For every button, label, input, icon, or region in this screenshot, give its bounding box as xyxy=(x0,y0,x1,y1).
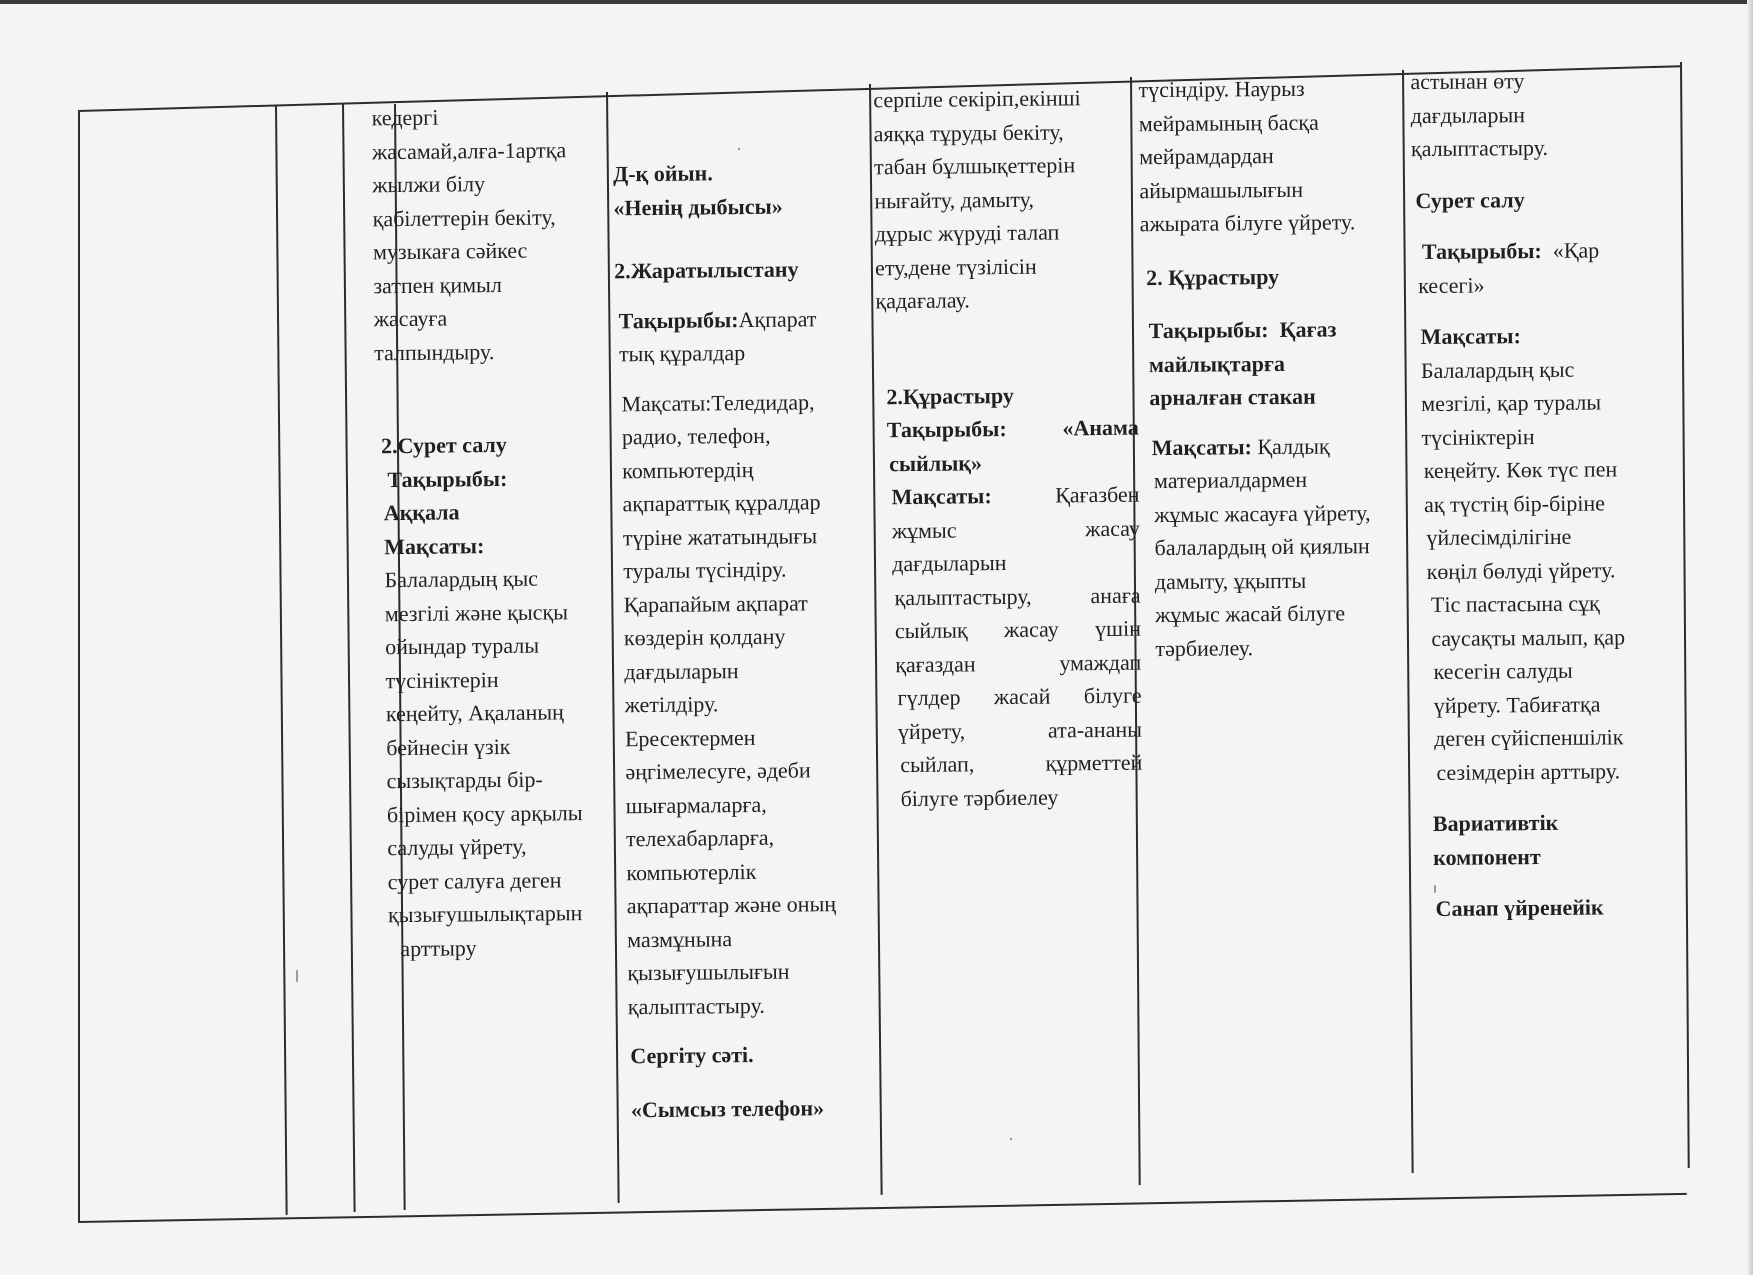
text-line: кедергі xyxy=(371,104,439,131)
text-line: компьютердің xyxy=(622,456,754,483)
scan-speck xyxy=(1434,885,1436,893)
text-word: құрметтей xyxy=(1045,749,1143,776)
text-word: жасай xyxy=(993,683,1051,710)
text-line: дағдыларын xyxy=(1410,101,1526,128)
game-title: Д-қ ойын. xyxy=(612,160,713,187)
topic xyxy=(1412,233,1670,269)
text-line: мейрамдардан xyxy=(1139,143,1274,170)
text-line xyxy=(880,746,1142,782)
lesson-title: 2.Құрастыру xyxy=(886,382,1014,409)
text-word: қағаздан xyxy=(895,650,976,677)
topic-value: Ақпарат xyxy=(738,305,817,332)
text-line: кеңейту. Көк түс пен xyxy=(1423,456,1618,484)
scan-speck xyxy=(296,970,298,982)
text-line: ақ түстің бір-біріне xyxy=(1423,489,1606,517)
topic-value-cont: тық құралдар xyxy=(618,340,746,367)
text-word: қалыптастыру, xyxy=(894,583,1032,610)
text-line: музыкаға сәйкес xyxy=(372,237,528,265)
text-line xyxy=(880,712,1142,748)
text-line: ету,дене түзілісін xyxy=(874,253,1037,280)
text-line: үйрету. Табиғатқа xyxy=(1433,691,1601,718)
text-line: үйлесімділігіне xyxy=(1426,523,1572,551)
text-word: үшін xyxy=(1094,615,1142,642)
text-word: умаждап xyxy=(1059,649,1142,675)
text-word: ата-ананы xyxy=(1047,716,1143,743)
text-line: жасамай,алға-1артқа xyxy=(371,136,567,164)
goal-first-line xyxy=(1142,428,1414,464)
text-line xyxy=(878,545,1140,581)
text-line: саусақты малып, қар xyxy=(1431,623,1626,651)
text-line: дағдыларын xyxy=(624,657,739,684)
text-line: дұрыс жүруді талап xyxy=(874,219,1060,247)
text-line: затпен қимыл xyxy=(373,271,503,298)
lesson-title: 2. Құрастыру xyxy=(1146,263,1280,290)
scan-speck xyxy=(1010,1138,1012,1140)
text-line: Тіс пастасына сұқ xyxy=(1430,590,1600,617)
text-line: көңіл бөлуді үйрету. xyxy=(1426,556,1616,584)
topic-value: «Қар xyxy=(1552,237,1600,263)
text-line xyxy=(879,645,1141,681)
text-line: бейнесін үзік xyxy=(386,733,511,760)
topic-value-cont: арналған стакан xyxy=(1149,383,1316,411)
topic-value-cont: кесегі» xyxy=(1418,272,1485,298)
text-line: жұмыс жасауға үйрету, xyxy=(1154,499,1371,527)
text-line: қалыптастыру. xyxy=(627,992,765,1019)
goal-label: Мақсаты: xyxy=(1420,323,1521,350)
text-line: мазмұнына xyxy=(626,925,733,952)
text-line: дамыту, ұқыпты xyxy=(1154,567,1307,594)
topic-value-cont: майлықтарға xyxy=(1148,350,1286,377)
topic-label: Тақырыбы: xyxy=(387,465,508,492)
table-right-border xyxy=(1680,62,1690,1168)
lesson-title: 2.Сурет салу xyxy=(380,431,507,459)
goal-label: Мақсаты: xyxy=(1151,433,1253,460)
text-line: Мақсаты:Теледидар, xyxy=(621,388,815,416)
text-line: тәрбиелеу. xyxy=(1155,634,1254,661)
text-line: деген сүйіспеншілік xyxy=(1434,724,1624,751)
text-word: сыйлық xyxy=(894,617,968,644)
cell-zharatylystanu xyxy=(613,155,885,1127)
text-line: ойындар туралы xyxy=(385,632,540,660)
text-line xyxy=(880,779,1142,815)
text-line: қабілеттерін бекіту, xyxy=(372,203,556,231)
break-title: Сергіту сәті. xyxy=(630,1041,754,1069)
text-line: сурет салуға деген xyxy=(387,866,562,894)
variative-label-cont: компонент xyxy=(1433,843,1541,870)
table-bottom-border xyxy=(78,1193,1687,1223)
text-line: аяққа тұруды бекіту, xyxy=(873,118,1064,146)
text-word: үйрету, xyxy=(897,717,966,744)
cell-qar-kesegi xyxy=(1410,63,1675,926)
text-line: бірімен қосу арқылы xyxy=(386,799,583,827)
text-line: сезімдерін арттыру. xyxy=(1436,757,1621,785)
text-line: салуды үйрету, xyxy=(387,833,527,861)
text-line xyxy=(878,511,1140,547)
text-line: көздерін қолдану xyxy=(623,623,786,651)
variative-name: Санап үйренейік xyxy=(1435,894,1604,921)
text-word: білуге xyxy=(1083,682,1142,709)
text-line: түсініктерін xyxy=(1421,423,1535,450)
text-line: туралы түсіндіру. xyxy=(623,556,787,584)
goal-label: Мақсаты: xyxy=(891,483,992,510)
text-line: қалыптастыру. xyxy=(1410,134,1549,162)
intro-text xyxy=(873,81,1137,318)
scan-speck xyxy=(738,148,740,150)
text-line xyxy=(878,578,1140,614)
text-line: мезгілі, қар туралы xyxy=(1421,389,1602,417)
text-line: қызығушылықтарын xyxy=(387,900,583,928)
intro-text xyxy=(1410,63,1669,166)
text-word: жасау xyxy=(1085,515,1140,541)
lesson-title: Сурет салу xyxy=(1415,186,1525,213)
text-line: нығайту, дамыту, xyxy=(874,186,1035,213)
text-line: жасауға xyxy=(373,305,448,332)
text-word: жұмыс xyxy=(891,517,957,543)
text-line: түріне жататындығы xyxy=(622,522,818,550)
lesson-title: 2.Жаратылыстану xyxy=(613,256,799,284)
goal-text xyxy=(1413,351,1675,789)
text-line: кесегін салуды xyxy=(1433,657,1573,684)
text-line: ақпараттық құралдар xyxy=(622,489,821,517)
text-line: балалардың ой қиялын xyxy=(1154,533,1370,561)
topic-label: Тақырыбы: xyxy=(886,416,1007,443)
text-line: мейрамының басқа xyxy=(1138,109,1319,136)
topic xyxy=(877,411,1139,447)
scan-right-edge xyxy=(1747,0,1753,1275)
text-line: серпіле секіріп,екінші xyxy=(873,85,1081,113)
text-line: арттыру xyxy=(400,934,477,961)
intro-text xyxy=(1138,71,1411,241)
topic-value: Аққала xyxy=(383,499,460,526)
goal-text xyxy=(615,384,884,1023)
text-line: материалдармен xyxy=(1153,466,1308,494)
text-line: жұмыс жасай білуге xyxy=(1155,600,1346,628)
text-line: түсіндіру. Наурыз xyxy=(1138,75,1305,103)
topic xyxy=(614,301,876,337)
text-word: дағдыларын xyxy=(892,550,1007,577)
cell-anama-syilyq xyxy=(873,81,1143,816)
text-line: жылжи білу xyxy=(372,171,486,198)
text-line: талпындыру. xyxy=(373,338,495,365)
text-line: телехабарларға, xyxy=(625,824,775,852)
variative-label: Вариативтік xyxy=(1432,809,1559,836)
cell-qagaz-stakan xyxy=(1138,71,1415,665)
text-line: Балалардың қыс xyxy=(1420,356,1575,383)
text-word: анаға xyxy=(1090,582,1141,608)
column-divider-1 xyxy=(275,106,288,1215)
scan-top-edge xyxy=(0,0,1753,4)
topic-label: Тақырыбы: xyxy=(1421,238,1542,265)
topic-label: Тақырыбы: xyxy=(1148,317,1269,344)
text-word: сыйлап, xyxy=(900,751,975,778)
text-line: сызықтарды бір- xyxy=(386,766,543,794)
text-line: ажырата білуге үйрету. xyxy=(1139,209,1356,237)
text-line: табан бұлшықеттерін xyxy=(873,152,1076,180)
text-line: айырмашылығын xyxy=(1139,176,1304,203)
column-divider-2 xyxy=(342,104,356,1212)
text-line: Қарапайым ақпарат xyxy=(623,589,808,617)
text-line: Ересектермен xyxy=(624,724,756,751)
text-line: радио, телефон, xyxy=(621,422,771,450)
cell-surет-salu-aqqala xyxy=(371,99,628,966)
topic xyxy=(1141,312,1413,348)
goal-first-line xyxy=(877,478,1139,514)
topic-value: «Анама xyxy=(1062,414,1139,441)
text-line: шығармаларға, xyxy=(625,791,767,818)
text-line xyxy=(879,679,1141,715)
text-word: гүлдер xyxy=(897,684,961,711)
text-line: қызығушылығын xyxy=(627,958,790,986)
table-left-border xyxy=(78,112,80,1222)
text-line: мезгілі және қысқы xyxy=(384,598,569,626)
break-name: «Сымсыз телефон» xyxy=(630,1094,825,1122)
game-name: «Ненің дыбысы» xyxy=(613,193,783,220)
text-line: әңгімелесуге, әдеби xyxy=(625,757,811,785)
text-line: қадағалау. xyxy=(875,287,970,314)
text-line: Балалардың қыс xyxy=(384,565,539,593)
text-line: түсініктерін xyxy=(385,666,499,693)
text-line: жетілдіру. xyxy=(624,691,719,718)
text-word: білуге тәрбиелеу xyxy=(900,783,1059,811)
text-line xyxy=(879,612,1141,648)
topic-label: Тақырыбы: xyxy=(618,306,739,333)
goal-label: Мақсаты: xyxy=(384,532,485,559)
text-line: кеңейту, Ақаланың xyxy=(385,699,564,727)
text-line: астынан өту xyxy=(1410,68,1525,95)
goal-text xyxy=(1142,462,1416,665)
text-line: ақпараттар және оның xyxy=(626,891,837,919)
text-word: Қалдық xyxy=(1257,433,1330,459)
topic-value: Қағаз xyxy=(1279,316,1337,342)
topic-value-cont: сыйлық» xyxy=(889,449,983,476)
text-line: компьютерлік xyxy=(626,858,757,885)
goal-text xyxy=(376,561,628,966)
text-word: Қағазбен xyxy=(1055,481,1140,508)
intro-text xyxy=(371,99,622,370)
text-word: жасау xyxy=(1003,616,1059,643)
